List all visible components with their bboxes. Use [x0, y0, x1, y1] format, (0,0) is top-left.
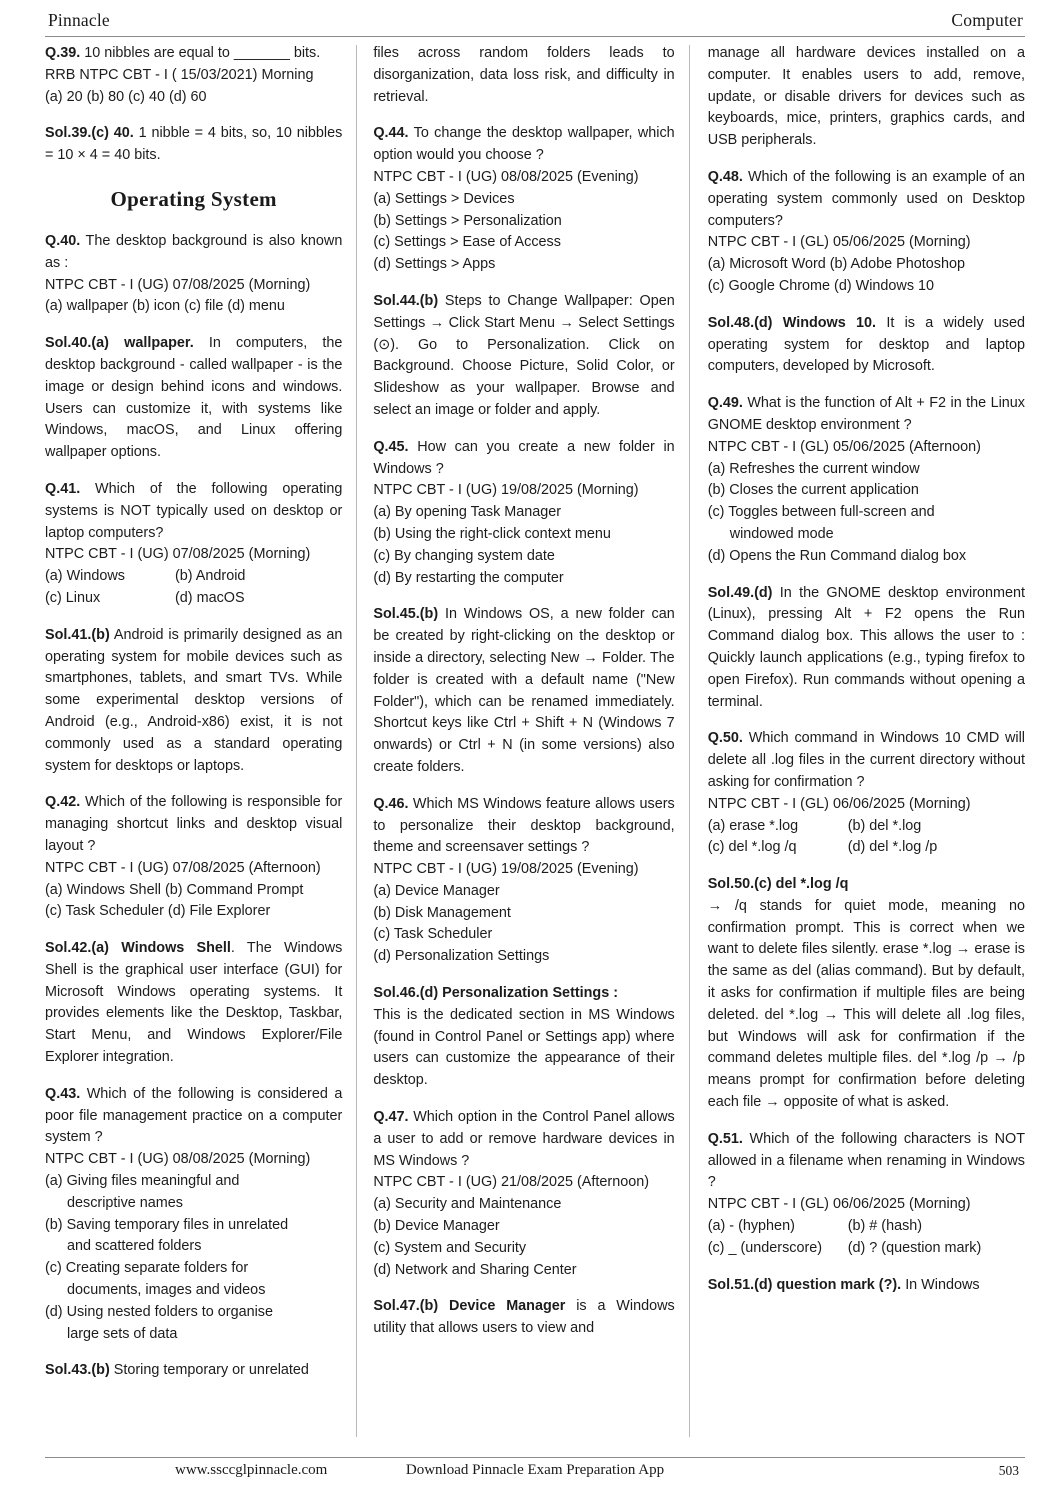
q50-option-c: (c) del *.log /q	[707, 839, 797, 856]
q46-option-b: (b) Disk Management	[373, 904, 511, 921]
q42-options-row-2	[45, 901, 342, 923]
q49-option-d: (d) Opens the Run Command dialog box	[707, 547, 967, 564]
q41-label: Q.41.	[45, 480, 81, 497]
solution-sol46	[373, 983, 674, 1092]
q46-text: Which MS Windows feature allows users to personalize their desktop background, theme and screensaver settings ?	[373, 795, 675, 856]
q42-option-a: (a) Windows Shell	[45, 881, 161, 898]
q50-option-a: (a) erase *.log	[707, 817, 799, 834]
solution-sol44	[373, 291, 674, 422]
q40-source: NTPC CBT - I (UG) 07/08/2025 (Morning)	[45, 276, 311, 293]
solution-sol43	[45, 1360, 342, 1382]
q45-source: NTPC CBT - I (UG) 19/08/2025 (Morning)	[373, 482, 639, 499]
sol39-answer: 40.	[113, 125, 134, 142]
q47-option-a: (a) Security and Maintenance	[373, 1196, 562, 1213]
footer-app-promo: Download Pinnacle Exam Preparation App	[405, 1462, 665, 1478]
footer-divider-rule	[45, 1457, 1025, 1458]
q51-options-row-1	[708, 1216, 1025, 1238]
sol51-label: Sol.51.(d)	[707, 1276, 773, 1293]
q50-option-b: (b) del *.log	[847, 817, 922, 834]
sol45-text: In Windows OS, a new folder can be created by right-clicking on the desktop or inside a directory, selecting New → Folder. The folder is created with a default name ("New Folder"), which can be renamed immediately. Shortcut keys like Ctrl + Shift + N (Windows 7 onwards) or Ctrl + N (in some versions) also create folders.	[373, 606, 675, 775]
q48-text: Which of the following is an example of an operating system commonly used on Desktop computers?	[707, 168, 1025, 229]
q43-option-a: (a) Giving files meaningful and	[45, 1173, 240, 1190]
sol51-text: In Windows	[905, 1276, 980, 1293]
solution-sol48	[708, 313, 1025, 378]
solution-sol40	[45, 333, 342, 464]
q45-option-d: (d) By restarting the computer	[373, 569, 564, 586]
q43-option-d: (d) Using nested folders to organise	[45, 1303, 273, 1320]
q44-source: NTPC CBT - I (UG) 08/08/2025 (Evening)	[373, 168, 639, 185]
q49-label: Q.49.	[707, 395, 743, 412]
sol45-label: Sol.45.(b)	[373, 606, 439, 623]
q46-option-d: (d) Personalization Settings	[373, 948, 550, 965]
q51-label: Q.51.	[707, 1130, 743, 1147]
q44-option-c: (c) Settings > Ease of Access	[373, 234, 561, 251]
q39-source: RRB NTPC CBT - I ( 15/03/2021) Morning	[45, 66, 314, 83]
question-q40	[45, 231, 342, 318]
q46-source: NTPC CBT - I (UG) 19/08/2025 (Evening)	[373, 861, 639, 878]
question-q47	[373, 1107, 674, 1281]
footer-page-number: 503	[998, 1463, 1019, 1478]
q49-option-c: (c) Toggles between full-screen and	[707, 504, 935, 521]
solution-sol45	[373, 604, 674, 778]
q41-option-c: (c) Linux	[45, 589, 101, 606]
q42-label: Q.42.	[45, 794, 81, 811]
solution-sol47-continued: manage all hardware devices installed on a computer. It enables users to add, remove, update, or disable drivers for devices such as keyboards, mice, printers, graphics cards, and USB peripherals.	[707, 45, 1025, 149]
q50-source: NTPC CBT - I (GL) 06/06/2025 (Morning)	[707, 795, 971, 812]
q44-option-b: (b) Settings > Personalization	[373, 212, 562, 229]
sol46-label: Sol.46.(d) Personalization Settings :	[373, 985, 619, 1002]
q39-label: Q.39.	[45, 45, 81, 61]
q42-option-c: (c) Task Scheduler	[45, 903, 164, 920]
q42-options-row-1	[45, 880, 342, 902]
q41-option-b: (b) Android	[175, 568, 246, 585]
sol47-label: Sol.47.(b)	[373, 1298, 439, 1315]
q48-label: Q.48.	[707, 168, 743, 185]
sol41-text: Android is primarily designed as an operating system for mobile devices such as smartphones, tablets, and smart TVs. While some experimental desktop versions of Android (e.g., Android-x86) exist, it is not commonly used as a standard operating system for desktops or laptops.	[45, 626, 343, 774]
solution-sol47	[373, 1296, 674, 1340]
q51-text: Which of the following characters is NOT allowed in a filename when renaming in Windows ?	[707, 1130, 1025, 1191]
question-q44	[373, 123, 674, 276]
q42-text: Which of the following is responsible for managing shortcut links and desktop visual layout ?	[45, 794, 343, 854]
q45-option-b: (b) Using the right-click context menu	[373, 525, 611, 542]
sol50-text: → /q stands for quiet mode, meaning no confirmation prompt. This is correct when we want to delete files silently. erase *.log → erase is the same as del (alias command). But by default, it asks for confirmation if multiple files are being deleted. del *.log → This will delete all .log files, but Windows will ask for confirmation if the command deletes multiple files. del *.log /p → /p means prompt for confirmation before deleting each file → opposite of what is asked.	[707, 897, 1025, 1111]
sol48-label: Sol.48.(d)	[707, 314, 773, 331]
q43-text: Which of the following is considered a poor file management practice on a computer system ?	[45, 1085, 343, 1146]
footer-website-url[interactable]: www.ssccglpinnacle.com	[175, 1462, 328, 1478]
section-heading-operating-system: Operating System	[110, 186, 277, 211]
q43-label: Q.43.	[45, 1085, 81, 1102]
header-divider-rule	[45, 36, 1025, 37]
q49-source: NTPC CBT - I (GL) 05/06/2025 (Afternoon)	[707, 438, 981, 455]
solution-sol49	[708, 583, 1025, 714]
q50-options-row-1	[708, 816, 1025, 838]
q49-option-c-cont: windowed mode	[729, 525, 834, 542]
q50-label: Q.50.	[707, 730, 743, 747]
q51-source: NTPC CBT - I (GL) 06/06/2025 (Morning)	[707, 1196, 971, 1213]
sol42-text: . The Windows Shell is the graphical user interface (GUI) for Microsoft Windows operating systems. It provides elements like the Desktop, Taskbar, Start Menu, and Windows Explorer/File Explorer integration.	[45, 940, 343, 1066]
q46-option-a: (a) Device Manager	[373, 882, 500, 899]
column-1	[45, 43, 356, 1441]
question-q42	[45, 792, 342, 923]
column-3	[690, 43, 1025, 1441]
sol46-text: This is the dedicated section in MS Windows (found in Control Panel or Settings app) where users can customize the appearance of their desktop.	[373, 1006, 675, 1089]
q39-options: (a) 20 (b) 80 (c) 40 (d) 60	[45, 88, 207, 105]
q51-option-b: (b) # (hash)	[847, 1218, 923, 1235]
three-column-body	[45, 43, 1025, 1441]
q41-option-a: (a) Windows	[45, 568, 125, 585]
q47-text: Which option in the Control Panel allows a user to add or remove hardware devices in MS Windows ?	[373, 1109, 675, 1169]
solution-sol50	[708, 874, 1025, 1114]
q47-option-b: (b) Device Manager	[373, 1218, 500, 1235]
q46-option-c: (c) Task Scheduler	[373, 926, 493, 943]
sol47-text: is a Windows utility that allows users to view and	[373, 1298, 675, 1337]
question-q43	[45, 1084, 342, 1346]
question-q46	[373, 794, 674, 968]
sol48-text: It is a widely used operating system for desktop and laptop computers, developed by Microsoft.	[707, 314, 1025, 375]
question-q51	[708, 1129, 1025, 1260]
q43-source: NTPC CBT - I (UG) 08/08/2025 (Morning)	[45, 1151, 311, 1168]
q40-text: The desktop background is also known as :	[45, 232, 343, 271]
sol50-label: Sol.50.(c) del *.log /q	[707, 876, 849, 893]
q43-option-c-cont: documents, images and videos	[67, 1282, 266, 1299]
sol40-label: Sol.40.(a)	[45, 335, 109, 352]
solution-sol51	[708, 1275, 1025, 1297]
q42-source: NTPC CBT - I (UG) 07/08/2025 (Afternoon)	[45, 859, 321, 876]
question-q48	[708, 167, 1025, 298]
sol44-label: Sol.44.(b)	[373, 292, 439, 309]
header-subject-title: Computer	[951, 10, 1023, 30]
q42-option-b: (b) Command Prompt	[164, 881, 304, 898]
sol49-label: Sol.49.(d)	[707, 584, 773, 601]
q48-options-ab: (a) Microsoft Word (b) Adobe Photoshop	[707, 256, 965, 273]
q45-option-a: (a) By opening Task Manager	[373, 504, 562, 521]
sol49-text: In the GNOME desktop environment (Linux), pressing Alt + F2 opens the Run Command dialog box. This allows the user to : Quickly launch applications (e.g., typing firefox to open Firefox). Run commands without opening a terminal.	[707, 584, 1025, 710]
q40-label: Q.40.	[45, 232, 81, 249]
q42-option-d: (d) File Explorer	[167, 903, 271, 920]
q39-text: 10 nibbles are equal to _______ bits.	[84, 45, 321, 61]
q51-option-d: (d) ? (question mark)	[847, 1239, 982, 1256]
sol43-text: Storing temporary or unrelated	[113, 1362, 309, 1379]
q44-label: Q.44.	[373, 125, 409, 142]
q47-label: Q.47.	[373, 1109, 409, 1126]
sol41-label: Sol.41.(b)	[45, 626, 110, 643]
solution-sol43-continued: files across random folders leads to disorganization, data loss risk, and difficulty in retrieval.	[373, 45, 675, 105]
q45-label: Q.45.	[373, 438, 409, 455]
question-q45	[373, 437, 674, 590]
sol48-answer: Windows 10.	[782, 314, 877, 331]
q44-text: To change the desktop wallpaper, which option would you choose ?	[373, 125, 675, 164]
q44-option-d: (d) Settings > Apps	[373, 256, 496, 273]
q41-text: Which of the following operating systems is NOT typically used on desktop or laptop computers?	[45, 480, 343, 541]
q50-options-row-2	[708, 837, 1025, 859]
q45-option-c: (c) By changing system date	[373, 547, 555, 564]
q41-option-d: (d) macOS	[175, 589, 245, 606]
q45-text: How can you create a new folder in Windows ?	[373, 438, 675, 477]
q48-options-cd: (c) Google Chrome (d) Windows 10	[707, 277, 935, 294]
page-footer	[45, 1462, 1025, 1486]
q47-source: NTPC CBT - I (UG) 21/08/2025 (Afternoon)	[373, 1174, 650, 1191]
q49-option-b: (b) Closes the current application	[707, 482, 919, 499]
solution-sol42	[45, 938, 342, 1069]
question-q41	[45, 479, 342, 610]
sol39-label: Sol.39.(c)	[45, 125, 109, 142]
q49-option-a: (a) Refreshes the current window	[707, 460, 920, 477]
q48-source: NTPC CBT - I (GL) 05/06/2025 (Morning)	[707, 234, 971, 251]
sol44-text: Steps to Change Wallpaper: Open Settings → Click Start Menu → Select Settings (⊙). Go to Personalization. Click on Background. Choose Picture, Solid Color, or Slideshow as your wallpaper. Browse and select an image or folder and apply.	[373, 292, 675, 418]
q44-option-a: (a) Settings > Devices	[373, 190, 515, 207]
q46-label: Q.46.	[373, 795, 409, 812]
q43-option-d-cont: large sets of data	[67, 1325, 178, 1342]
q51-options-row-2	[708, 1238, 1025, 1260]
q40-options: (a) wallpaper (b) icon (c) file (d) menu	[45, 298, 285, 315]
sol51-answer: question mark (?).	[776, 1276, 902, 1293]
question-q50	[708, 728, 1025, 859]
q51-option-a: (a) - (hyphen)	[707, 1218, 795, 1235]
q43-option-c: (c) Creating separate folders for	[45, 1260, 249, 1277]
q43-option-b-cont: and scattered folders	[67, 1238, 202, 1255]
sol42-label: Sol.42.(a)	[45, 940, 109, 957]
header-book-title: Pinnacle	[48, 10, 110, 30]
q43-option-a-cont: descriptive names	[67, 1194, 183, 1211]
sol40-text: In computers, the desktop background - called wallpaper - is the image or design behind icons and windows. Users can customize it, with systems like Windows, macOS, and Linux offering wallpaper options.	[45, 335, 343, 461]
q41-options-row-2	[45, 588, 342, 610]
q50-text: Which command in Windows 10 CMD will delete all .log files in the current directory without asking for confirmation ?	[707, 730, 1025, 790]
sol39-text: 1 nibble = 4 bits, so, 10 nibbles = 10 × 4 = 40 bits.	[45, 125, 343, 164]
solution-sol39	[45, 123, 342, 167]
question-q39	[45, 43, 342, 108]
q41-options-row-1	[45, 566, 342, 588]
q51-option-c: (c) _ (underscore)	[707, 1239, 823, 1256]
q49-text: What is the function of Alt + F2 in the Linux GNOME desktop environment ?	[707, 395, 1025, 433]
sol40-answer: wallpaper.	[124, 335, 194, 352]
question-q49	[708, 393, 1025, 567]
q47-option-c: (c) System and Security	[373, 1239, 527, 1256]
q43-option-b: (b) Saving temporary files in unrelated	[45, 1216, 289, 1233]
solution-sol41	[45, 625, 342, 778]
q41-source: NTPC CBT - I (UG) 07/08/2025 (Morning)	[45, 546, 311, 563]
column-2	[357, 43, 688, 1441]
q50-option-d: (d) del *.log /p	[847, 839, 938, 856]
sol43-label: Sol.43.(b)	[45, 1362, 110, 1379]
q47-option-d: (d) Network and Sharing Center	[373, 1261, 577, 1278]
sol47-answer: Device Manager	[448, 1298, 566, 1315]
sol42-answer: Windows Shell	[121, 940, 231, 957]
